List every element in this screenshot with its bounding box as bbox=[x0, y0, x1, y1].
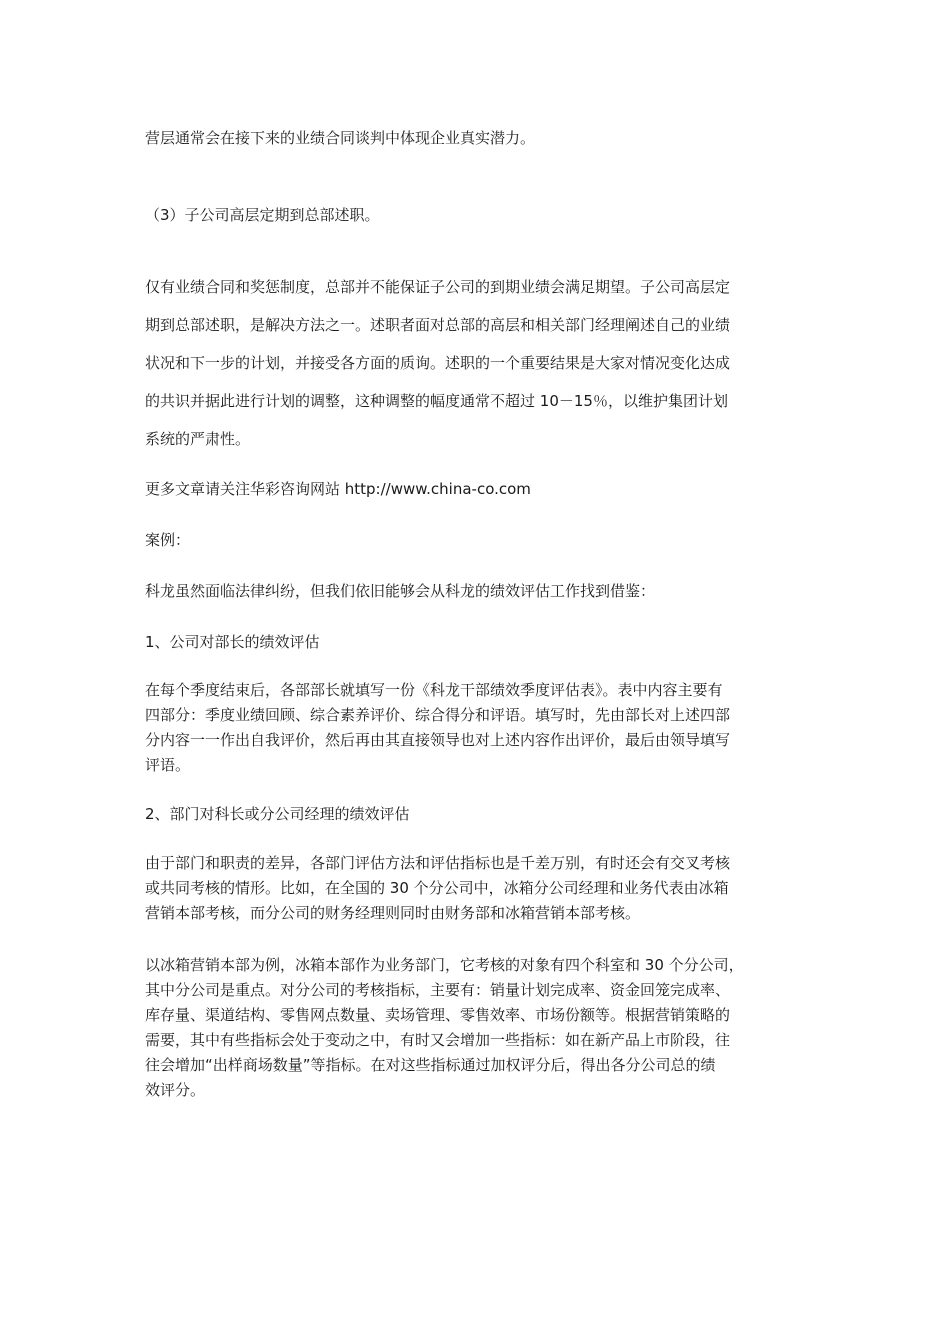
section-1-title bbox=[145, 623, 810, 661]
section-2-title bbox=[145, 795, 810, 833]
text-line: 由于部门和职责的差异，各部门评估方法和评估指标也是千差万别，有时还会有交叉考核 bbox=[145, 854, 731, 872]
more-articles-text: 更多文章请关注华彩咨询网站 http://www.china-co.com bbox=[145, 480, 531, 498]
section-title-text: 1、公司对部长的绩效评估 bbox=[145, 633, 320, 651]
text-line: 或共同考核的情形。比如，在全国的 30 个分公司中，冰箱分公司经理和业务代表由冰箱 bbox=[145, 879, 729, 897]
case-intro-text: 科龙虽然面临法律纠纷，但我们依旧能够会从科龙的绩效评估工作找到借鉴： bbox=[145, 582, 656, 600]
case-label-text: 案例： bbox=[145, 531, 191, 549]
text-line: 评语。 bbox=[145, 756, 191, 774]
heading-subsidiary-report bbox=[145, 196, 810, 234]
text-line: 状况和下一步的计划，并接受各方面的质询。述职的一个重要结果是大家对情况变化达成 bbox=[145, 354, 731, 372]
paragraph-report bbox=[145, 268, 810, 458]
section-2-body bbox=[145, 851, 810, 926]
text-line: 需要，其中有些指标会处于变动之中，有时又会增加一些指标：如在新产品上市阶段，往 bbox=[145, 1031, 731, 1049]
section-1-body bbox=[145, 678, 810, 778]
text-line: 的共识并据此进行计划的调整，这种调整的幅度通常不超过 10－15％，以维护集团计划 bbox=[145, 392, 728, 410]
paragraph-continuation bbox=[145, 119, 810, 157]
text-line: 在每个季度结束后，各部部长就填写一份《科龙干部绩效季度评估表》。表中内容主要有 bbox=[145, 681, 723, 699]
case-label bbox=[145, 521, 810, 559]
section-2-example bbox=[145, 953, 810, 1103]
text-line: 仅有业绩合同和奖惩制度，总部并不能保证子公司的到期业绩会满足期望。子公司高层定 bbox=[145, 278, 731, 296]
text-line: 四部分：季度业绩回顾、综合素养评价、综合得分和评语。填写时，先由部长对上述四部 bbox=[145, 706, 731, 724]
text-line: 库存量、渠道结构、零售网点数量、卖场管理、零售效率、市场份额等。根据营销策略的 bbox=[145, 1006, 731, 1024]
text-line: 往会增加“出样商场数量”等指标。在对这些指标通过加权评分后，得出各分公司总的绩 bbox=[145, 1056, 716, 1074]
section-title-text: 2、部门对科长或分公司经理的绩效评估 bbox=[145, 805, 410, 823]
more-articles-line bbox=[145, 470, 810, 508]
text-line: 其中分公司是重点。对分公司的考核指标，主要有：销量计划完成率、资金回笼完成率、 bbox=[145, 981, 731, 999]
text-line: 以冰箱营销本部为例，冰箱本部作为业务部门，它考核的对象有四个科室和 30 个分公司， bbox=[145, 956, 744, 974]
text-line: 系统的严肃性。 bbox=[145, 430, 251, 448]
text-line: 分内容一一作出自我评价，然后再由其直接领导也对上述内容作出评价，最后由领导填写 bbox=[145, 731, 731, 749]
text-line: 期到总部述职，是解决方法之一。述职者面对总部的高层和相关部门经理阐述自己的业绩 bbox=[145, 316, 731, 334]
text-line: 营层通常会在接下来的业绩合同谈判中体现企业真实潜力。 bbox=[145, 129, 536, 147]
text-line: 效评分。 bbox=[145, 1081, 206, 1099]
text-line: 营销本部考核，而分公司的财务经理则同时由财务部和冰箱营销本部考核。 bbox=[145, 904, 641, 922]
heading-text: （3）子公司高层定期到总部述职。 bbox=[145, 206, 380, 224]
case-intro bbox=[145, 572, 810, 610]
